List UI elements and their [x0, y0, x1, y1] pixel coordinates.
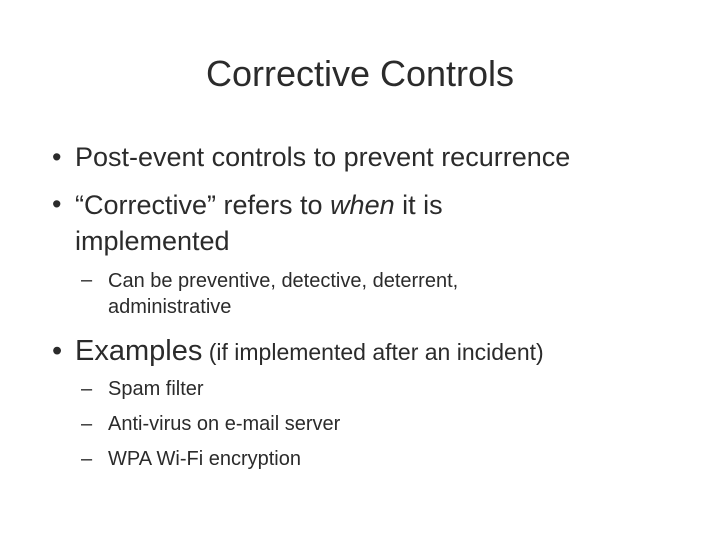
bullet-marker: •: [52, 335, 63, 367]
sub-bullet-marker: –: [81, 269, 93, 291]
bullet-text-line2: implemented: [75, 226, 230, 256]
bullet-text-note: (if implemented after an incident): [202, 339, 544, 365]
sub-bullet-line2: administrative: [108, 296, 232, 318]
bullet-text-emphasis: when: [330, 190, 395, 220]
sub-bullet-marker: –: [81, 413, 93, 435]
sub-bullet-text: Anti-virus on e-mail server: [108, 413, 341, 435]
sub-bullet-text: WPA Wi-Fi encryption: [108, 448, 301, 470]
bullet-marker: •: [52, 142, 62, 172]
sub-bullet-marker: –: [81, 448, 93, 470]
bullet-text: [75, 333, 544, 370]
sub-bullet-line1: Can be preventive, detective, deterrent,: [108, 270, 459, 292]
slide-title: Corrective Controls: [205, 53, 515, 94]
bullet-text-part: it is: [394, 190, 443, 220]
bullet-text-main: Examples: [75, 335, 203, 367]
bullet-text: Post-event controls to prevent recurrence: [75, 142, 571, 172]
sub-bullet-text: [108, 268, 458, 320]
bullet-text: [75, 187, 443, 259]
bullet-text-part: “Corrective” refers to: [75, 190, 331, 220]
bullet-marker: •: [52, 189, 62, 219]
sub-bullet-marker: –: [81, 378, 93, 400]
sub-bullet-text: Spam filter: [108, 378, 204, 400]
